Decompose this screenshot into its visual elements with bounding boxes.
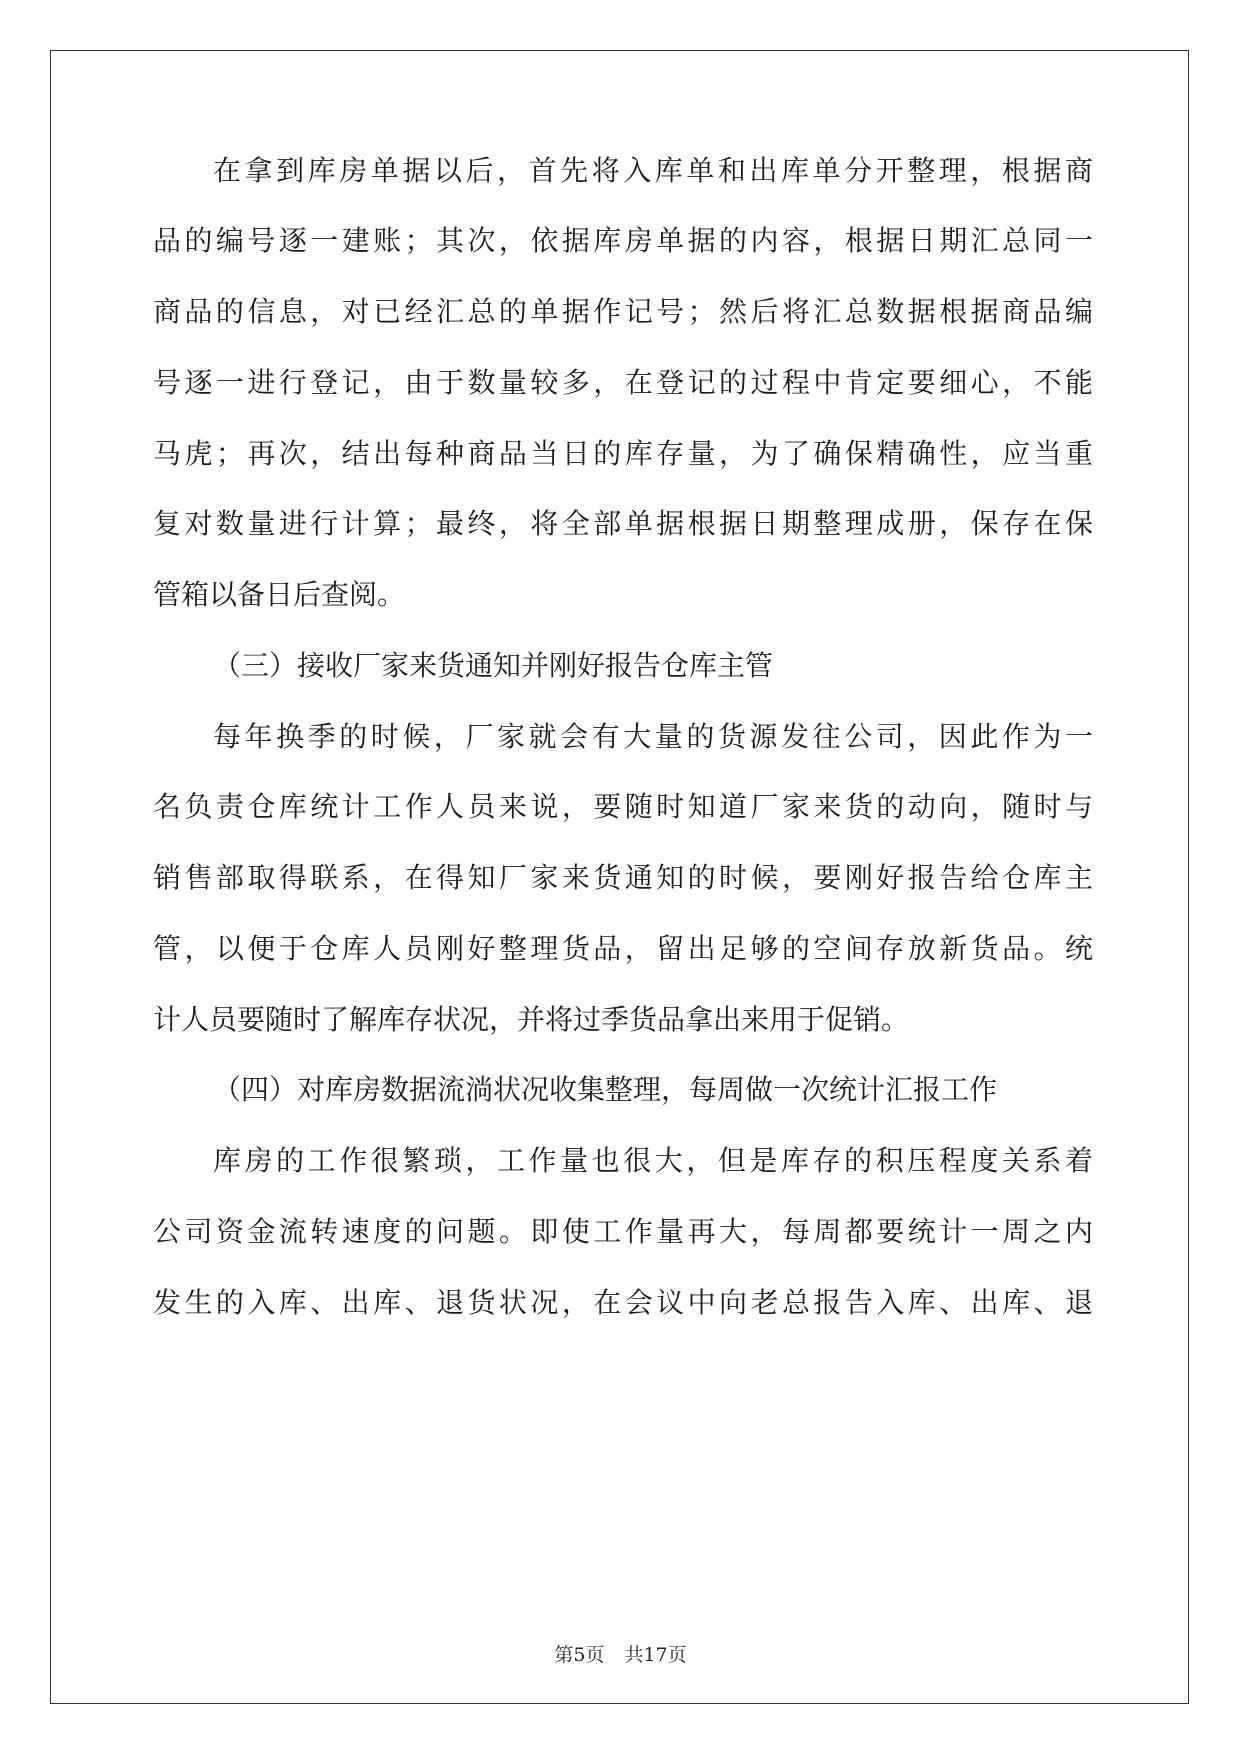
paragraph-2-line-2: 名负责仓库统计工作人员来说，要随时知道厂家来货的动向，随时与 [153,790,1093,823]
paragraph-3-line-1: 库房的工作很繁琐，工作量也很大，但是库存的积压程度关系着 [213,1144,1093,1177]
paragraph-2-line-5: 计人员要随时了解库存状况，并将过季货品拿出来用于促销。 [153,1003,910,1036]
paragraph-1-line-5: 马虎；再次，结出每种商品当日的库存量，为了确保精确性，应当重 [153,437,1093,470]
page-number: 第5页 [554,1644,605,1666]
paragraph-2-line-4: 管，以便于仓库人员刚好整理货品，留出足够的空间存放新货品。统 [153,932,1093,965]
section-heading-3: （三）接收厂家来货通知并刚好报告仓库主管 [213,649,774,682]
paragraph-1-line-7: 管箱以备日后查阅。 [153,578,406,611]
page-footer [0,1640,1241,1670]
paragraph-1-line-6: 复对数量进行计算；最终，将全部单据根据日期整理成册，保存在保 [153,507,1093,540]
page-total: 共17页 [624,1644,687,1666]
section-heading-4: （四）对库房数据流淌状况收集整理，每周做一次统计汇报工作 [213,1073,998,1106]
paragraph-1-line-2: 品的编号逐一建账；其次，依据库房单据的内容，根据日期汇总同一 [153,224,1093,257]
paragraph-1-line-1: 在拿到库房单据以后，首先将入库单和出库单分开整理，根据商 [213,154,1093,187]
paragraph-2-line-3: 销售部取得联系，在得知厂家来货通知的时候，要刚好报告给仓库主 [153,861,1093,894]
paragraph-1-line-3: 商品的信息，对已经汇总的单据作记号；然后将汇总数据根据商品编 [153,295,1093,328]
paragraph-3-line-2: 公司资金流转速度的问题。即使工作量再大，每周都要统计一周之内 [153,1215,1093,1248]
paragraph-1-line-4: 号逐一进行登记，由于数量较多，在登记的过程中肯定要细心，不能 [153,366,1093,399]
paragraph-2-line-1: 每年换季的时候，厂家就会有大量的货源发往公司，因此作为一 [213,720,1093,753]
paragraph-3-line-3: 发生的入库、出库、退货状况，在会议中向老总报告入库、出库、退 [153,1286,1093,1319]
